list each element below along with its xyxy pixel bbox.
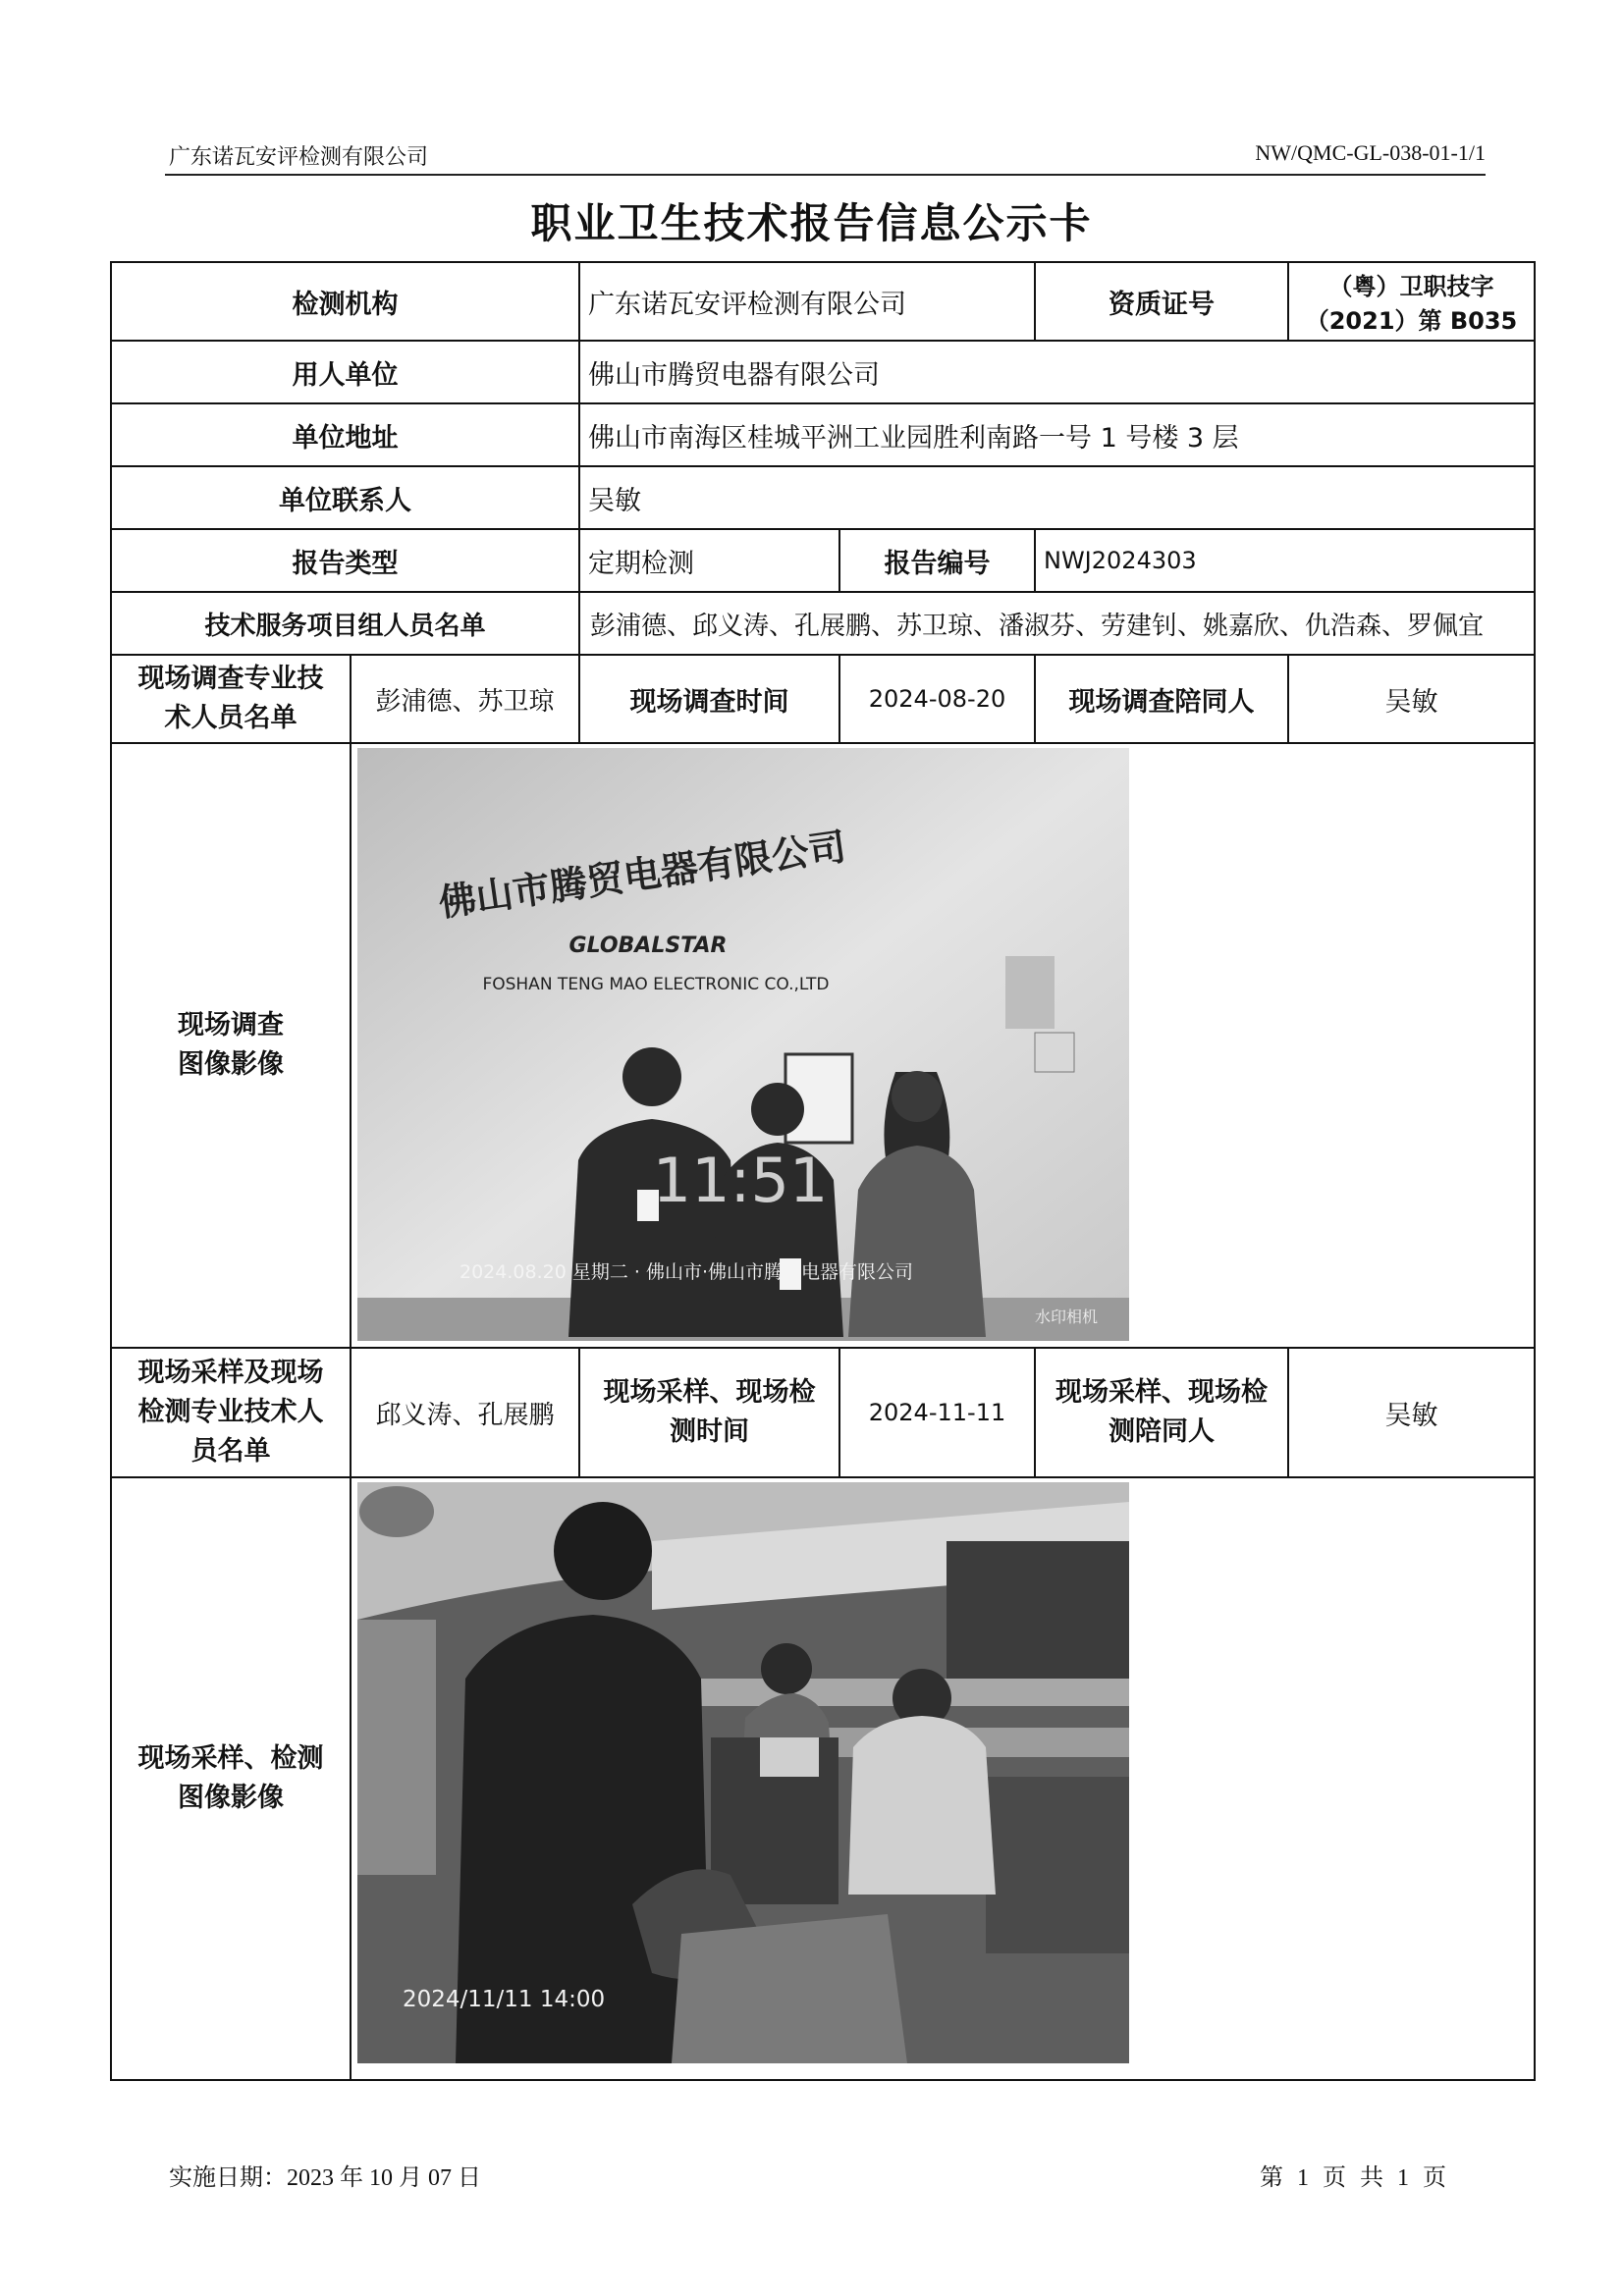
survey-staff-value: 彭浦德、苏卫琼: [351, 655, 579, 743]
contact-value: 吴敏: [579, 466, 1535, 529]
header-divider: [165, 174, 1486, 176]
report-type-label: 报告类型: [111, 529, 579, 592]
survey-escort-label: 现场调查陪同人: [1035, 655, 1288, 743]
survey-photo-illustration: [357, 748, 1129, 1341]
contact-label: 单位联系人: [111, 466, 579, 529]
sampling-staff-label: 现场采样及现场检测专业技术人员名单: [111, 1348, 351, 1477]
row-agency: [111, 262, 1535, 341]
row-contact: [111, 466, 1535, 529]
cert-value: （粤）卫职技字（2021）第 B035: [1288, 262, 1535, 341]
row-survey-info: [111, 655, 1535, 743]
sampling-image-label: 现场采样、检测图像影像: [111, 1477, 351, 2080]
sampling-staff-value: 邱义涛、孔展鹏: [351, 1348, 579, 1477]
survey-staff-label: 现场调查专业技术人员名单: [111, 655, 351, 743]
photo-stamp: 2024.08.20 星期二 · 佛山市·佛山市腾贸电器有限公司: [460, 1261, 913, 1283]
sampling-photo-stamp: 2024/11/11 14:00: [403, 1987, 606, 2012]
sampling-escort-value: 吴敏: [1288, 1348, 1535, 1477]
row-sampling-image: [111, 1477, 1535, 2080]
survey-photo: [357, 748, 1129, 1341]
sampling-time-label: 现场采样、现场检测时间: [579, 1348, 839, 1477]
sampling-photo: [357, 1482, 1129, 2063]
photo-watermark-app: 水印相机: [1035, 1308, 1099, 1326]
sampling-escort-label: 现场采样、现场检测陪同人: [1035, 1348, 1288, 1477]
address-label: 单位地址: [111, 403, 579, 466]
header-company: 广东诺瓦安评检测有限公司: [169, 145, 429, 170]
row-address: [111, 403, 1535, 466]
sampling-photo-illustration: [357, 1482, 1129, 2063]
row-survey-image: [111, 743, 1535, 1348]
header-doc-code: NW/QMC-GL-038-01-1/1: [1255, 140, 1486, 165]
survey-image-cell: [351, 743, 1535, 1348]
cert-label: 资质证号: [1035, 262, 1288, 341]
agency-label: 检测机构: [111, 262, 579, 341]
team-value: 彭浦德、邱义涛、孔展鹏、苏卫琼、潘淑芬、劳建钊、姚嘉欣、仇浩森、罗佩宜: [579, 592, 1535, 655]
report-type-value: 定期检测: [579, 529, 839, 592]
sign-english: FOSHAN TENG MAO ELECTRONIC CO.,LTD: [482, 975, 830, 994]
team-label: 技术服务项目组人员名单: [111, 592, 579, 655]
sign-brand: GLOBALSTAR: [568, 934, 728, 958]
photo-clock: 11:51: [652, 1145, 829, 1216]
agency-value: 广东诺瓦安评检测有限公司: [579, 262, 1035, 341]
footer-page-number: 第 1 页 共 1 页: [1260, 2165, 1446, 2191]
info-card-table: [110, 261, 1536, 2081]
page-title: 职业卫生技术报告信息公示卡: [530, 199, 1093, 247]
employer-label: 用人单位: [111, 341, 579, 403]
address-value: 佛山市南海区桂城平洲工业园胜利南路一号 1 号楼 3 层: [579, 403, 1535, 466]
survey-time-value: 2024-08-20: [839, 655, 1035, 743]
sampling-image-cell: [351, 1477, 1535, 2080]
footer-effective-date: 实施日期：2023 年 10 月 07 日: [169, 2165, 481, 2191]
survey-time-label: 现场调查时间: [579, 655, 839, 743]
survey-image-label: 现场调查图像影像: [111, 743, 351, 1348]
row-employer: [111, 341, 1535, 403]
survey-escort-value: 吴敏: [1288, 655, 1535, 743]
sign-chinese: 佛山市腾贸电器有限公司: [436, 825, 849, 926]
sampling-time-value: 2024-11-11: [839, 1348, 1035, 1477]
row-sampling-info: [111, 1348, 1535, 1477]
row-team: [111, 592, 1535, 655]
employer-value: 佛山市腾贸电器有限公司: [579, 341, 1535, 403]
report-no-label: 报告编号: [839, 529, 1035, 592]
report-no-value: NWJ2024303: [1035, 529, 1535, 592]
row-report: [111, 529, 1535, 592]
